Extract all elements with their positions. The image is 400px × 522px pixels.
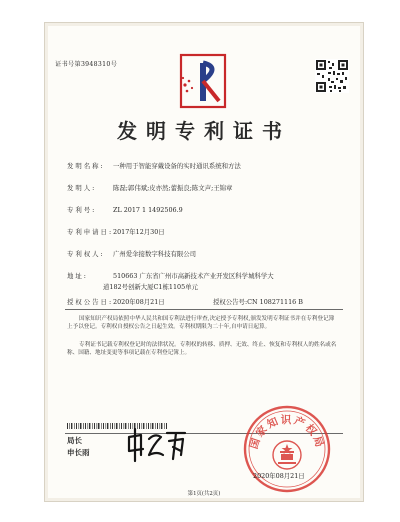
page-number: 第1页(共2页) xyxy=(187,491,221,497)
director-signature xyxy=(123,425,193,463)
seal-date: 2020年08月21日 xyxy=(253,472,305,480)
patent-number-value: ZL 2017 1 1492506.9 xyxy=(113,206,183,214)
inventor-label: 发明人: xyxy=(67,184,97,192)
invention-name-label: 发明名称: xyxy=(67,162,105,170)
address-row xyxy=(67,271,274,280)
grant-statement: 国家知识产权局依照中华人民共和国专利法进行审查,决定授予专利权,颁发发明专利证书并在专利登记簿上予以登记。专利权自授权公告之日起生效。专利权期限为二十年,自申请日起算。 xyxy=(67,316,335,331)
grant-date-value: 2020年08月21日 xyxy=(113,298,165,306)
patent-number-row xyxy=(67,205,183,214)
inventor-row xyxy=(67,183,232,192)
official-seal xyxy=(241,403,333,495)
grant-number-row xyxy=(213,297,303,306)
grant-date-label: 授权公告日: xyxy=(67,298,114,306)
certificate-number: 证书号第3948310号 xyxy=(55,61,118,68)
address-label: 地址: xyxy=(67,272,88,280)
director-title: 局长 xyxy=(67,436,82,445)
invention-name-value: 一种用于智能穿戴设备的实时通讯系统和方法 xyxy=(113,162,241,170)
certificate-title: 发明专利证书 xyxy=(117,119,291,143)
certificate-page xyxy=(44,22,364,502)
seal-text: 国家知识产权局 xyxy=(247,414,327,451)
divider-top xyxy=(65,309,343,310)
grant-date-row xyxy=(67,297,165,306)
application-date-row xyxy=(67,227,165,236)
application-date-label: 专利申请日: xyxy=(67,228,114,236)
grant-number-label: 授权公告号: xyxy=(213,298,248,306)
patentee-value: 广州爱伞接数字科技有限公司 xyxy=(113,250,197,258)
address-line1: 510663 广东省广州市高新技术产业开发区科学城科学大 xyxy=(113,272,274,280)
inventor-value: 陈磊;郭伟斌;皮亦然;蕾振良;陈文声;王锦章 xyxy=(113,184,233,192)
patentee-row xyxy=(67,249,196,258)
patent-office-logo xyxy=(173,51,233,111)
invention-name-row xyxy=(67,161,241,170)
director-name: 申长雨 xyxy=(67,448,90,457)
patent-number-label: 专利号: xyxy=(67,206,97,214)
address-line2: 道182号创新大厦C1栋1105单元 xyxy=(103,283,198,291)
grant-number-value: CN 108271116 B xyxy=(247,298,303,306)
application-date-value: 2017年12月30日 xyxy=(113,228,165,236)
patentee-label: 专利权人: xyxy=(67,250,105,258)
legal-status-note: 专利证书记载专利权登记时的法律状况。专利权的转移、质押、无效、终止、恢复和专利权人的姓名或名称、国籍、地址变更等事项记载在专利登记簿上。 xyxy=(67,342,337,357)
qr-code xyxy=(315,59,349,93)
